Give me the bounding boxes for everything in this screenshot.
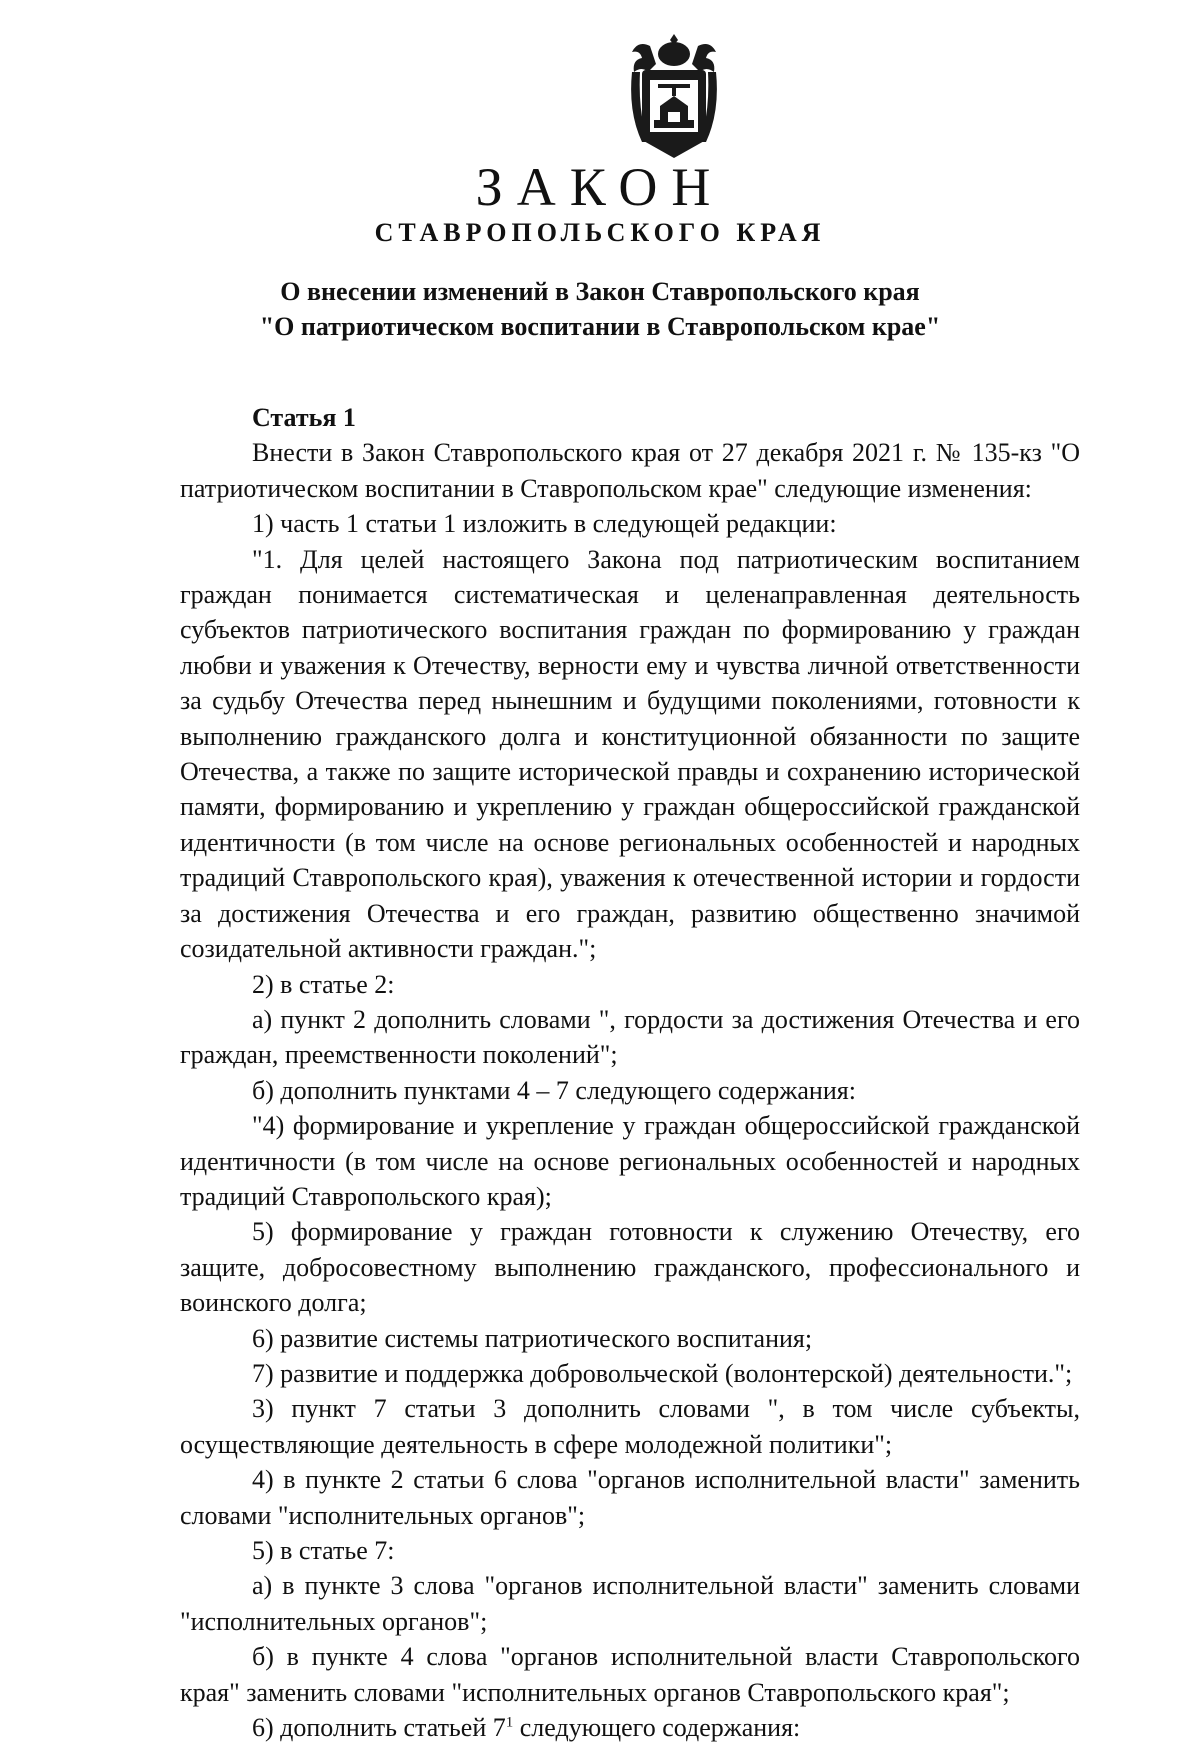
region-title: СТАВРОПОЛЬСКОГО КРАЯ — [374, 218, 826, 247]
item-6 — [180, 1710, 1080, 1745]
article-body — [180, 400, 1080, 1745]
item-2b-point-7: 7) развитие и поддержка добровольческой (волонтерской) деятельности."; — [252, 1358, 1073, 1388]
item-6-prefix: 6) дополнить статьей 7 — [252, 1713, 506, 1743]
item-1-quote: "1. Для целей настоящего Закона под патриотическим воспитанием граждан понимается систематическая и целенаправленная деятельность субъектов патриотического воспитания граждан по формированию у граждан любви и уважения к Отечеству, верности ему и чувства личной ответственности за судьбу Отечества перед нынешним и будущими поколениями, готовности к выполнению гражданского долга и конституционной обязанности по защите Отечества, а также по защите исторической правды и сохранению исторической памяти, формированию и укреплению у граждан общероссийской гражданской идентичности (в том числе на основе региональных особенностей и народных традиций Ставропольского края), уважения к отечественной истории и гордости за достижения Отечества и его граждан, развитию общественно значимой созидательной активности граждан."; — [180, 544, 1080, 964]
item-2b-point-4: "4) формирование и укрепление у граждан общероссийской гражданской идентичности (в том числе на основе региональных особенностей и народных традиций Ставропольского края); — [180, 1111, 1080, 1211]
item-6-superscript: 1 — [505, 1714, 514, 1731]
document-title-line-1: О внесении изменений в Закон Ставропольского края — [280, 277, 920, 306]
item-2b: б) дополнить пунктами 4 – 7 следующего содержания: — [252, 1075, 856, 1105]
item-5: 5) в статье 7: — [252, 1536, 395, 1565]
item-4: 4) в пункте 2 статьи 6 слова "органов исполнительной власти" заменить словами "исполнительных органов"; — [180, 1465, 1080, 1530]
item-2: 2) в статье 2: — [252, 969, 395, 999]
item-2b-point-6: 6) развитие системы патриотического воспитания; — [252, 1323, 813, 1353]
item-2a: а) пункт 2 дополнить словами ", гордости за достижения Отечества и его граждан, преемственности поколений"; — [180, 1004, 1080, 1070]
document-title — [0, 274, 1200, 344]
item-5a: а) в пункте 3 слова "органов исполнительной власти" заменить словами "исполнительных органов"; — [180, 1571, 1080, 1636]
item-5b: б) в пункте 4 слова "органов исполнительной власти Ставропольского края" заменить словами "исполнительных органов Ставропольского края"; — [180, 1642, 1080, 1707]
item-6-suffix: следующего содержания: — [513, 1713, 801, 1743]
coat-of-arms-icon — [628, 32, 720, 160]
item-2b-point-5: 5) формирование у граждан готовности к служению Отечеству, его защите, добросовестному выполнению гражданского, профессионального и воинского долга; — [180, 1217, 1080, 1318]
article-heading: Статья 1 — [252, 403, 356, 432]
item-3: 3) пункт 7 статьи 3 дополнить словами ", в том числе субъекты, осуществляющие деятельность в сфере молодежной политики"; — [180, 1394, 1080, 1459]
article-intro: Внести в Закон Ставропольского края от 27 декабря 2021 г. № 135-кз "О патриотическом воспитании в Ставропольском крае" следующие изменения: — [180, 438, 1080, 503]
item-1: 1) часть 1 статьи 1 изложить в следующей редакции: — [252, 509, 837, 539]
law-title: ЗАКОН — [475, 157, 725, 217]
document-title-line-2: "О патриотическом воспитании в Ставропольском крае" — [259, 312, 941, 341]
